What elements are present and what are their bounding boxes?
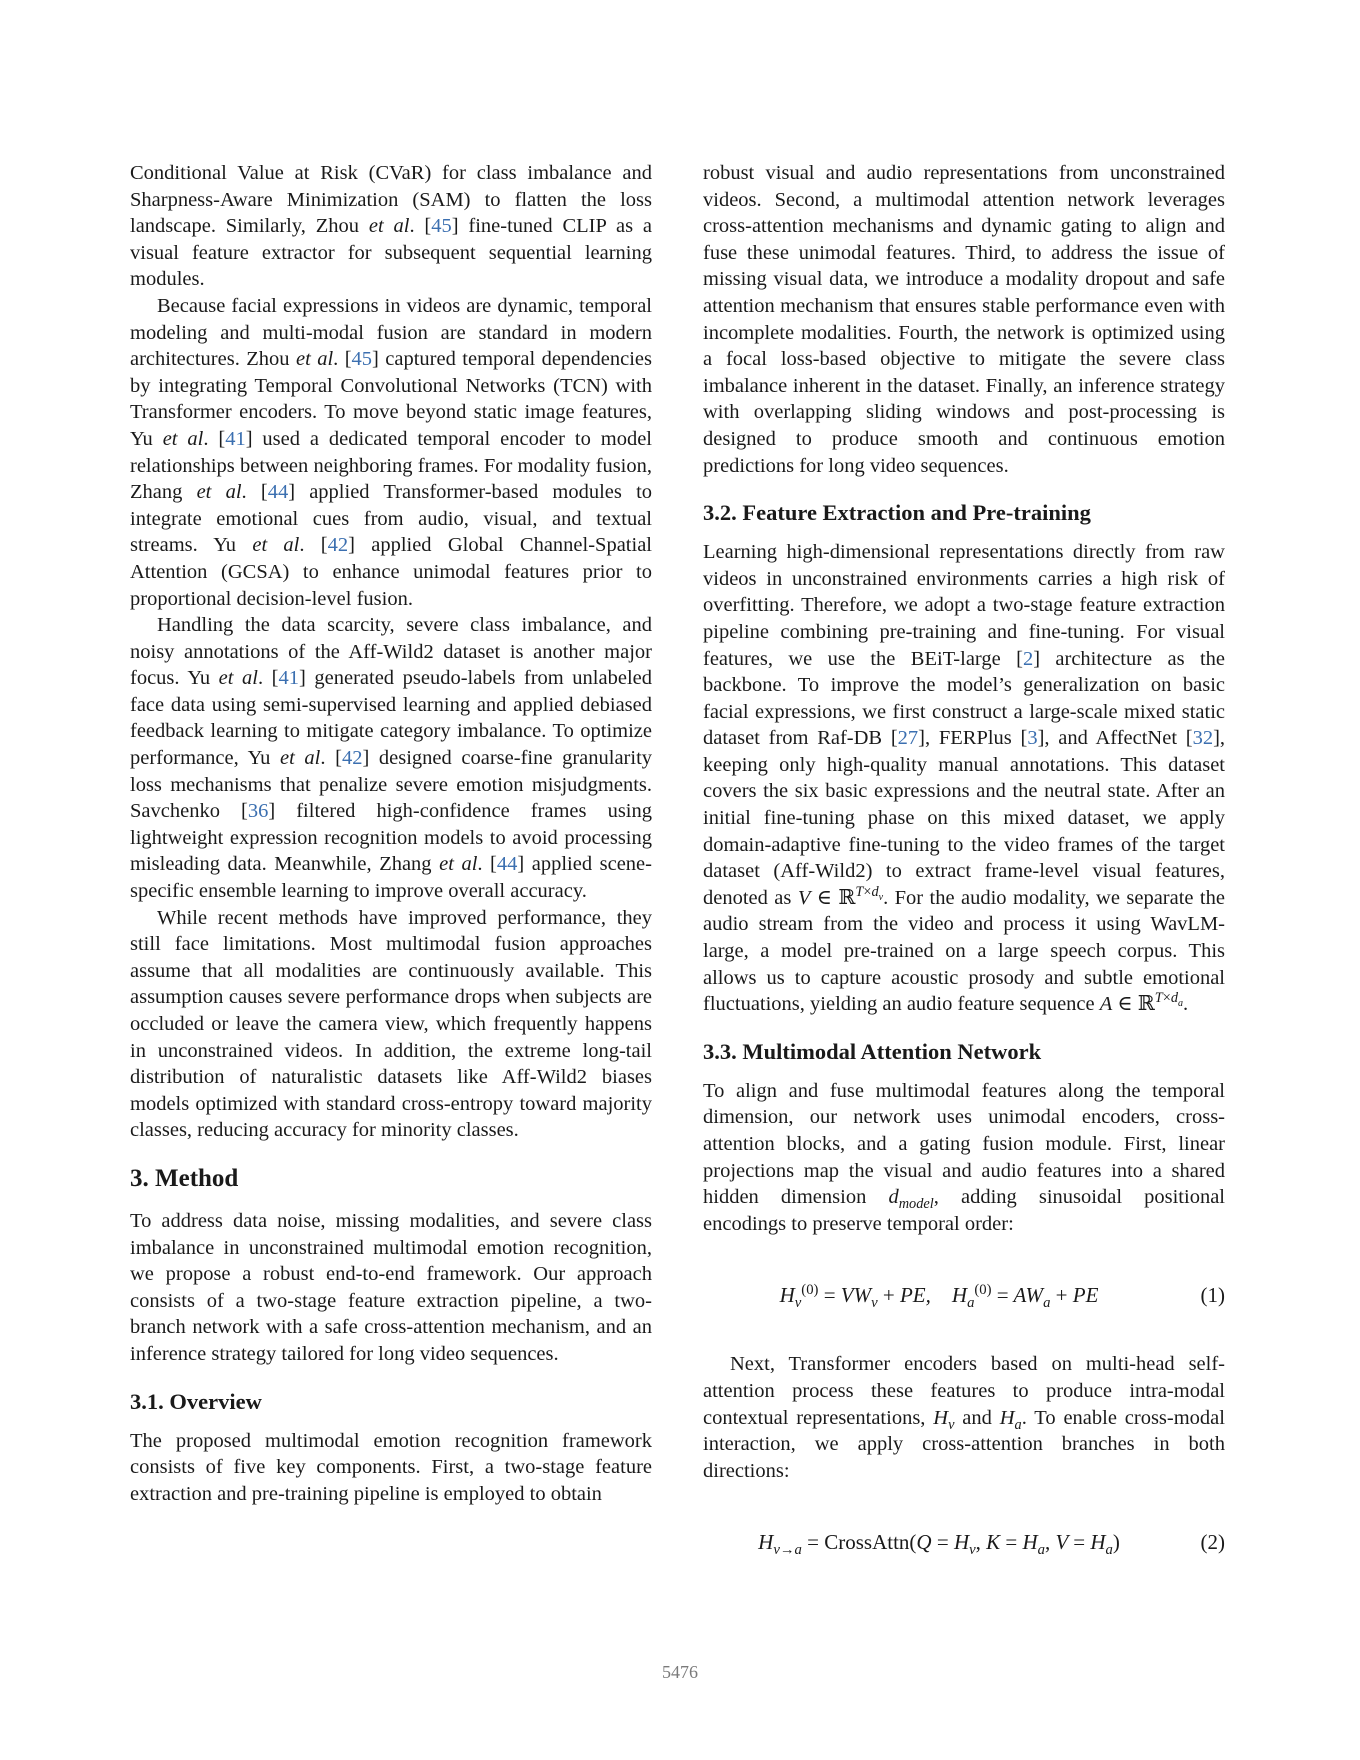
equation-body: $H_v^{(0)} = VW_v$ + PE, $H_a^{(0)} = AW_a$ + PE <box>779 1282 1099 1312</box>
paragraph: Conditional Value at Risk (CVaR) for class imbalance and Sharpness-Aware Minimization (SAM) to flatten the loss landscape. Similarly, Zhou et al. [45] fine-tuned CLIP as a visual feature extractor for subsequent sequential learning modules. <box>130 162 652 291</box>
paragraph: Learning high-dimensional representations directly from raw videos in unconstrained environments carries a high risk of overfitting. Therefore, we adopt a two-stage feature extraction pipeline combining pre-training and fine-tuning. For visual features, we use the BEiT-large [2] architecture as the backbone. To improve the model’s generalization on basic facial expressions, we first construct a large-scale mixed static dataset from Raf-DB [27], FERPlus [3], and AffectNet [32], keeping only high-quality manual annotations. This dataset covers the six basic expressions and the neutral state. After an initial fine-tuning phase on this mixed dataset, we apply domain-adaptive fine-tuning to the video frames of the target dataset (Aff-Wild2) to extract frame-level visual features, denoted as V ∈ ℝ$^{T\times d_v}$. For the audio modality, we separate the audio stream from the video and process it using WavLM-large, a model pre-trained on a large speech corpus. This allows us to capture acoustic prosody and subtle emotional fluctuations, yielding an audio feature sequence A ∈ ℝ$^{T\times d_a}$. <box>703 541 1226 1016</box>
equation-number: (1) <box>1200 1283 1225 1308</box>
subsection-heading: 3.1. Overview <box>130 1388 262 1414</box>
paragraph: Handling the data scarcity, severe class imbalance, and noisy annotations of the Aff-Wild2 dataset is another major focus. Yu et al. [41] generated pseudo-labels from unlabeled face data using semi-supervised learning and applied debiased feedback learning to mitigate category imbalance. To optimize performance, Yu et al. [42] designed coarse-fine granularity loss mechanisms that penalize severe emotion misjudgments. Savchenko [36] filtered high-confidence frames using lightweight expression recognition models to avoid processing misleading data. Meanwhile, Zhang et al. [44] applied scene-specific ensemble learning to improve overall accuracy. <box>130 614 653 903</box>
paragraph: Next, Transformer encoders based on multi-head self-attention process these features to produce intra-modal contextual representations, $H_v$ and $H_a$. To enable cross-modal interaction, we apply cross-attention branches in both directions: <box>703 1353 1225 1482</box>
equation-1 <box>703 1275 1225 1321</box>
section-heading: 3. Method <box>130 1164 239 1192</box>
paragraph: To address data noise, missing modalities, and severe class imbalance in unconstrained multimodal emotion recognition, we propose a robust end-to-end framework. Our approach consists of a two-stage feature extraction pipeline, a two-branch network with a safe cross-attention mechanism, and an inference strategy tailored for long video sequences. <box>130 1209 652 1365</box>
subsection-heading: 3.2. Feature Extraction and Pre-training <box>703 500 1091 526</box>
equation-body: $H_{v\to a}$ = CrossAttn(Q = $H_v$, $K = H_a$, $V = H_a$) <box>758 1530 1120 1559</box>
equation-2 <box>703 1522 1225 1568</box>
paragraph: While recent methods have improved performance, they still face limitations. Most multimodal fusion approaches assume that all modalities are continuously available. This assumption causes severe performance drops when subjects are occluded or leave the camera view, which frequently happens in unconstrained videos. In addition, the extreme long-tail distribution of naturalistic datasets like Aff-Wild2 biases models optimized with standard cross-entropy toward majority classes, reducing accuracy for minority classes. <box>130 906 652 1142</box>
page-number: 5476 <box>662 1662 698 1682</box>
left-column <box>130 160 652 1507</box>
paragraph: robust visual and audio representations from unconstrained videos. Second, a multimodal attention network leverages cross-attention mechanisms and dynamic gating to align and fuse these unimodal features. Third, to address the issue of missing visual data, we introduce a modality dropout and safe attention mechanism that ensures stable performance even with incomplete modalities. Fourth, the network is optimized using a focal loss-based objective to mitigate the severe class imbalance inherent in the dataset. Finally, an inference strategy with overlapping sliding windows and post-processing is designed to produce smooth and continuous emotion predictions for long video sequences. <box>703 162 1225 477</box>
paragraph: The proposed multimodal emotion recognition framework consists of five key components. First, a two-stage feature extraction and pre-training pipeline is employed to obtain <box>130 1429 652 1505</box>
equation-number: (2) <box>1200 1530 1225 1555</box>
paragraph: Because facial expressions in videos are dynamic, temporal modeling and multi-modal fusion are standard in modern architectures. Zhou et al. [45] captured temporal dependencies by integrating Temporal Convolutional Networks (TCN) with Transformer encoders. To move beyond static image features, Yu et al. [41] used a dedicated temporal encoder to model relationships between neighboring frames. For modality fusion, Zhang et al. [44] applied Transformer-based modules to integrate emotional cues from audio, visual, and textual streams. Yu et al. [42] applied Global Channel-Spatial Attention (GCSA) to enhance unimodal features prior to proportional decision-level fusion. <box>130 294 653 610</box>
subsection-heading: 3.3. Multimodal Attention Network <box>703 1038 1042 1064</box>
paragraph: To align and fuse multimodal features along the temporal dimension, our network uses unimodal encoders, cross-attention blocks, and a gating fusion module. First, linear projections map the visual and audio features into a shared hidden dimension $d_{model}$, adding sinusoidal positional encodings to preserve temporal order: <box>703 1079 1225 1235</box>
right-column <box>703 160 1225 1598</box>
